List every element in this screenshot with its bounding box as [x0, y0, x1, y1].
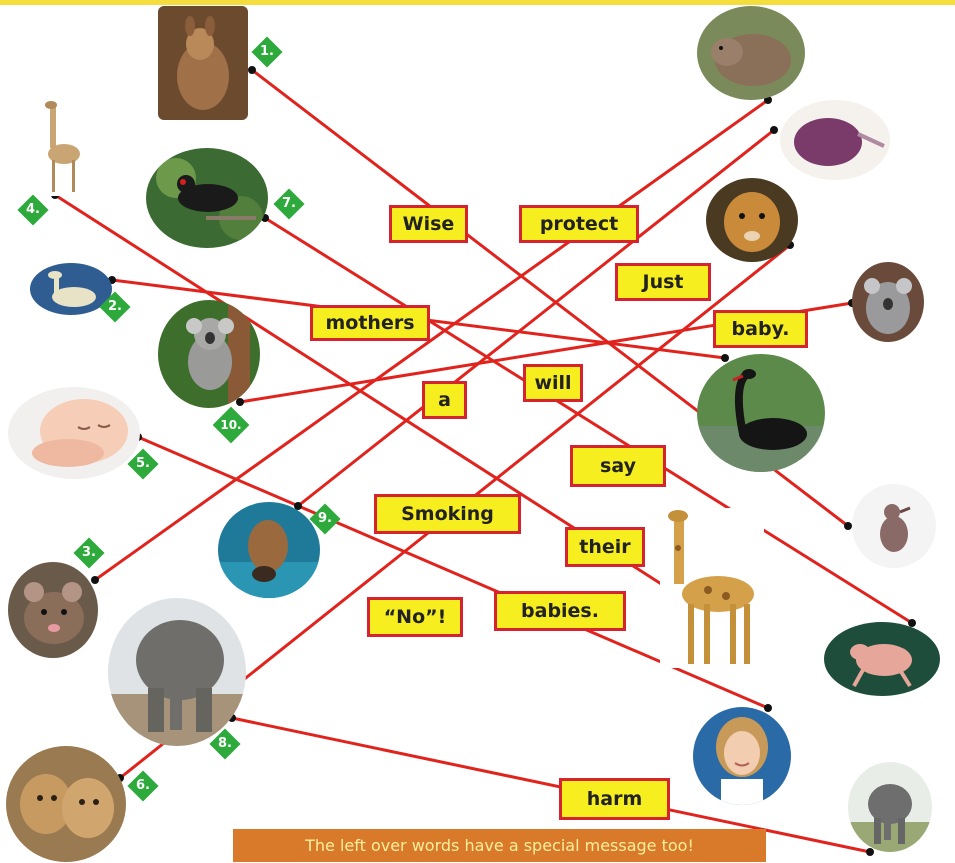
joey-picture[interactable] [824, 622, 940, 696]
word-mothers[interactable]: mothers [310, 305, 430, 341]
elephant-picture[interactable] [108, 598, 246, 746]
platypus-picture[interactable] [218, 502, 320, 598]
koala-tree-picture[interactable] [158, 300, 260, 408]
word-harm[interactable]: harm [559, 778, 670, 820]
number-badge-9: 9. [309, 503, 340, 534]
word-their[interactable]: their [565, 527, 645, 567]
number-badge-6: 6. [127, 770, 158, 801]
number-badge-3: 3. [73, 537, 104, 568]
giraffe-picture[interactable] [660, 508, 764, 668]
number-badge-4: 4. [17, 194, 48, 225]
word-just[interactable]: Just [615, 263, 711, 301]
word-smoking[interactable]: Smoking [374, 494, 521, 534]
word-protect[interactable]: protect [519, 205, 639, 243]
word-babies[interactable]: babies. [494, 591, 626, 631]
word-will[interactable]: will [523, 364, 583, 402]
word-a[interactable]: a [422, 381, 467, 419]
lioness-picture[interactable] [706, 178, 798, 262]
number-badge-2: 2. [99, 291, 130, 322]
kiwi-picture[interactable] [780, 100, 890, 180]
elephant-calf-picture[interactable] [848, 762, 932, 852]
black-swan-picture[interactable] [697, 354, 825, 472]
baby-picture[interactable] [8, 387, 140, 479]
word-wise[interactable]: Wise [389, 205, 468, 243]
message-banner: The left over words have a special message too! [233, 829, 766, 862]
word-no[interactable]: “No”! [367, 597, 463, 637]
number-badge-10: 10. [213, 407, 250, 444]
number-badge-1: 1. [251, 36, 282, 67]
mother-picture[interactable] [693, 707, 791, 805]
rat-picture[interactable] [8, 562, 98, 658]
word-say[interactable]: say [570, 445, 666, 487]
number-badge-8: 8. [209, 728, 240, 759]
wombat-picture[interactable] [697, 6, 805, 100]
number-badge-7: 7. [273, 188, 304, 219]
hatchling-picture[interactable] [852, 484, 936, 568]
wallaby-picture[interactable] [158, 6, 248, 120]
koala-baby-picture[interactable] [852, 262, 924, 342]
giraffe-small-picture[interactable] [42, 98, 84, 196]
word-baby[interactable]: baby. [713, 310, 808, 348]
number-badge-5: 5. [127, 448, 158, 479]
black-bird-picture[interactable] [146, 148, 268, 248]
lion-cubs-picture[interactable] [6, 746, 126, 862]
